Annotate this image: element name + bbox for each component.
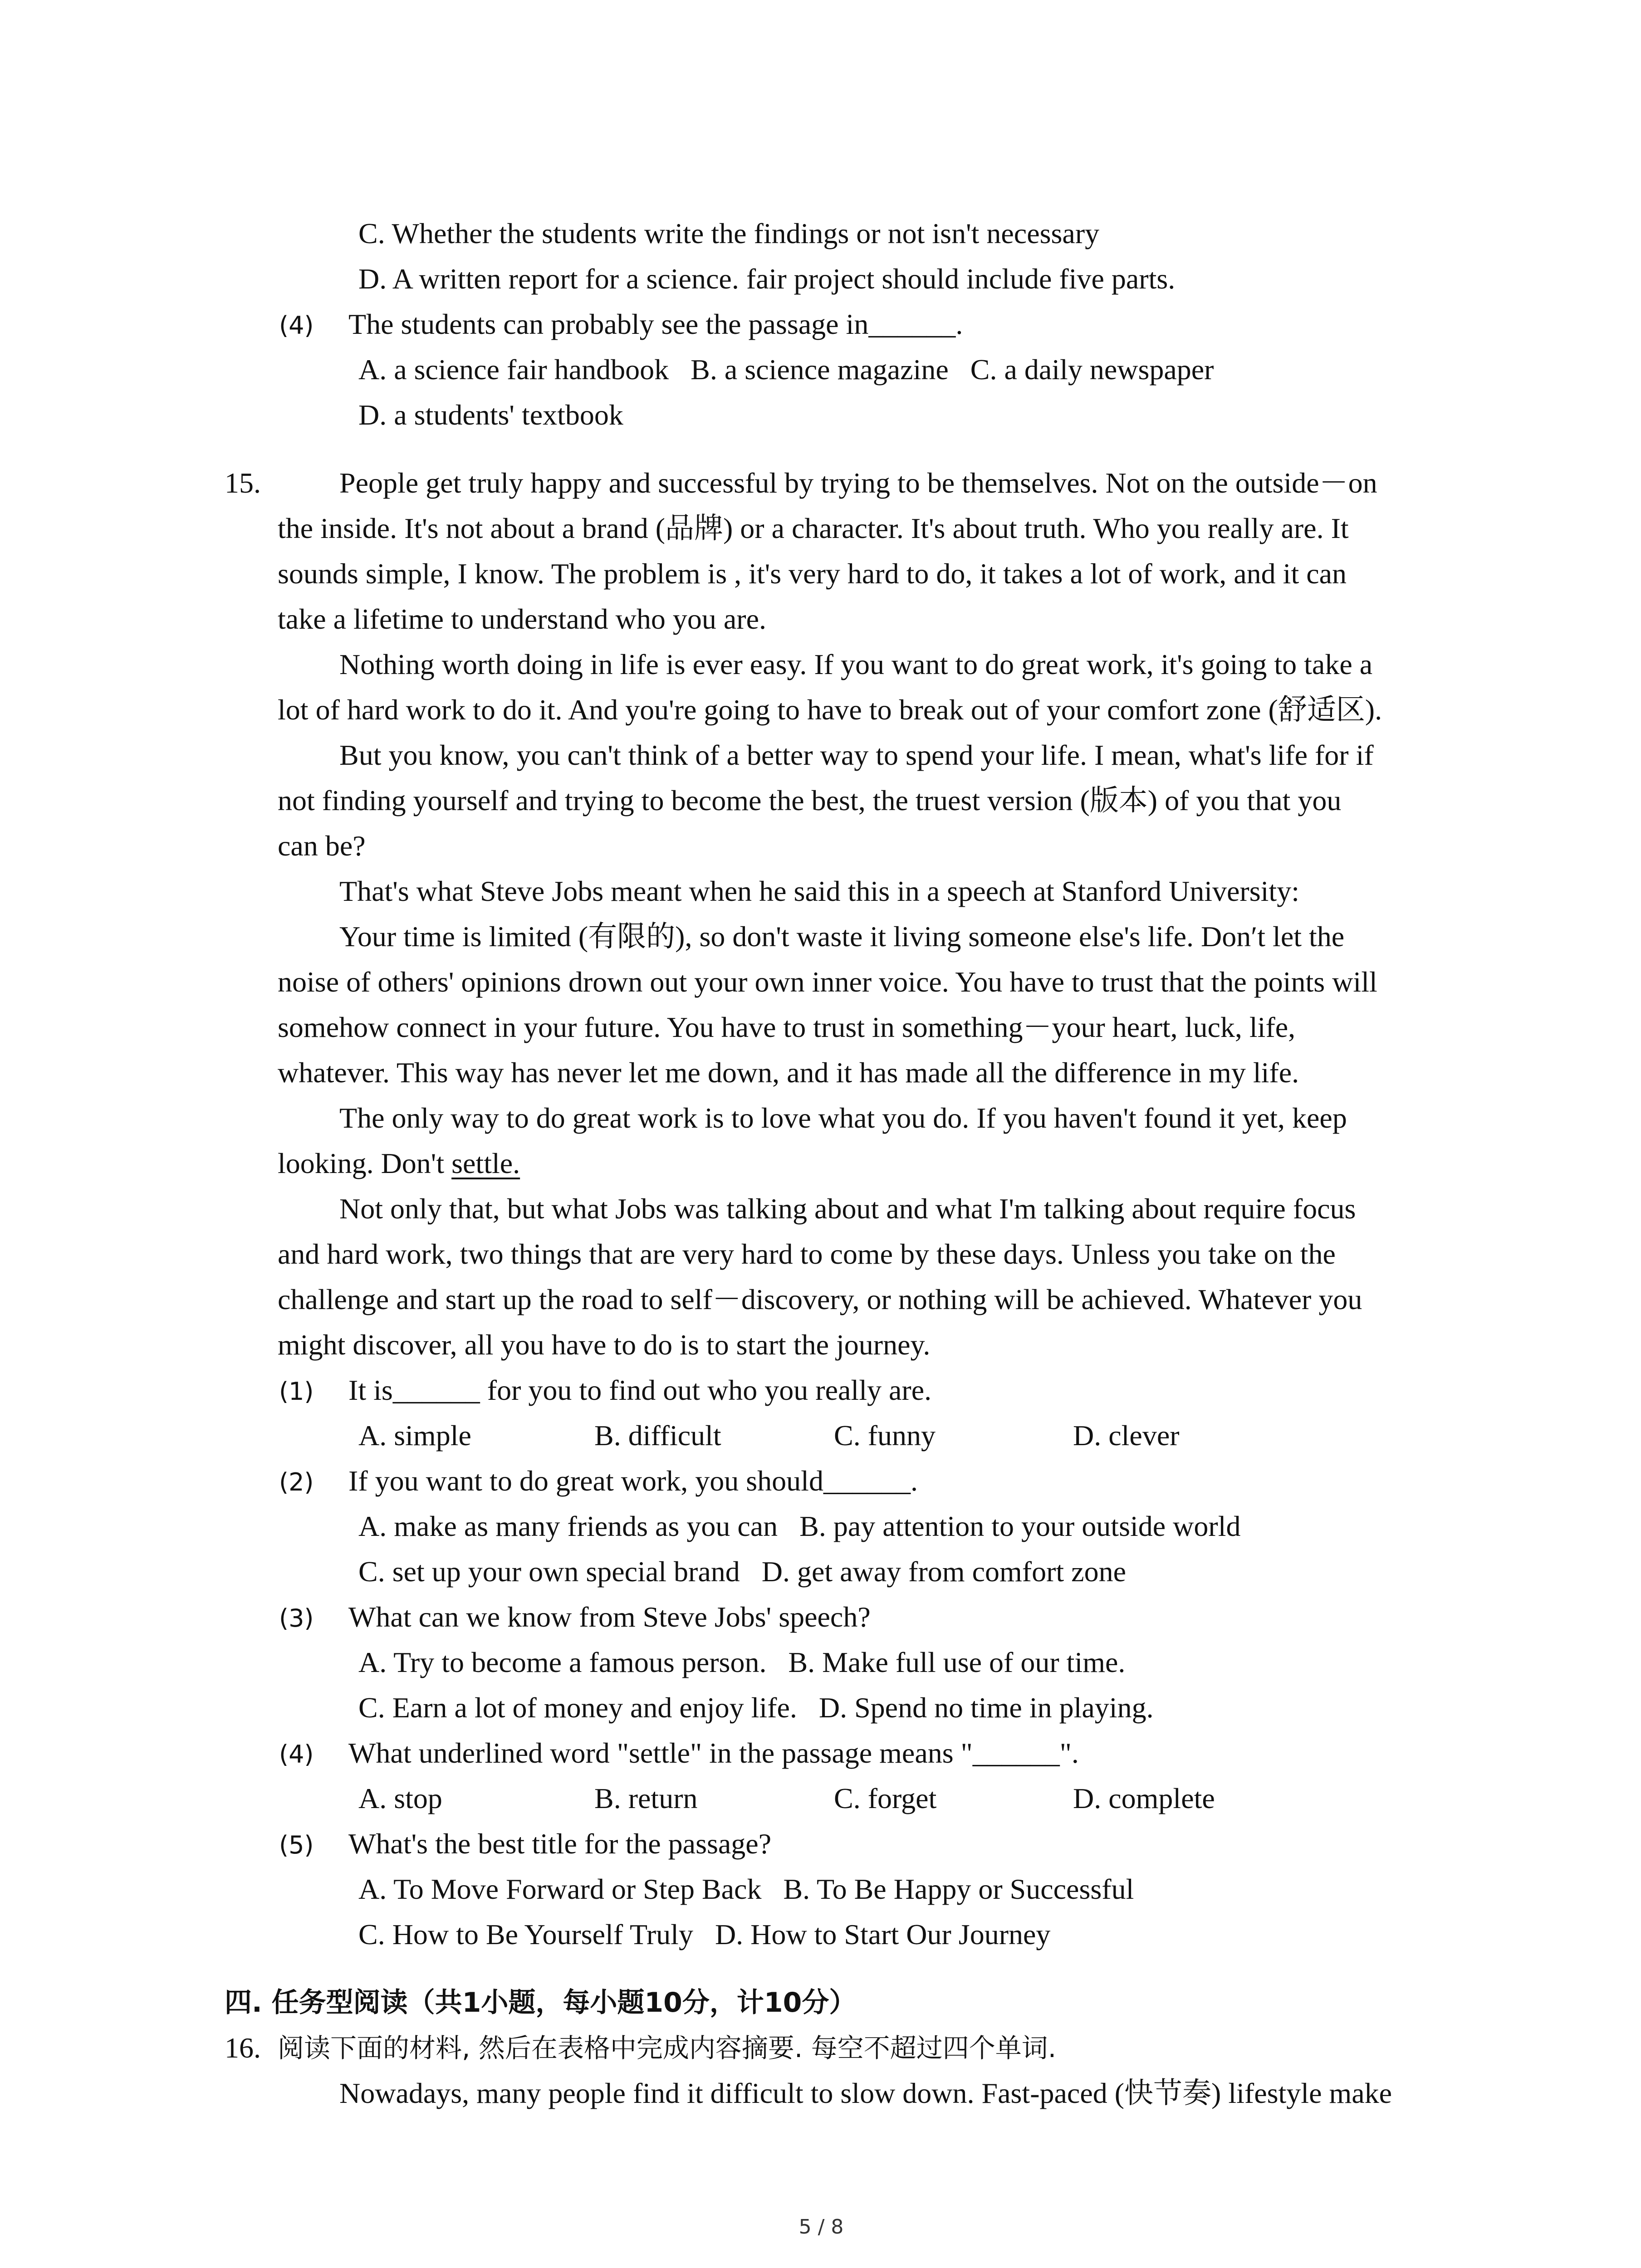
q15-2-number: (2) [279, 1468, 314, 1496]
q15-passage-line: That's what Steve Jobs meant when he said this in a speech at Stanford University: [339, 875, 1299, 907]
q15-passage-line: whatever. This way has never let me down, and it has made all the difference in my life. [278, 1056, 1299, 1089]
q16-number: 16. [225, 2032, 261, 2064]
q15-passage-line: take a lifetime to understand who you are. [278, 603, 766, 635]
q15-1-option-b: B. difficult [594, 1419, 721, 1452]
q15-passage-line [278, 1145, 520, 1182]
q15-2-stem: If you want to do great work, you should______. [348, 1465, 918, 1497]
q15-1-option-c: C. funny [834, 1419, 936, 1452]
q15-3-number: (3) [279, 1604, 314, 1633]
q15-passage-line: Your time is limited (有限的), so don't waste it living someone else's life. Don′t let the [339, 920, 1345, 953]
q14-4-stem: The students can probably see the passage in______. [348, 308, 963, 340]
q15-3-options-line2: C. Earn a lot of money and enjoy life. D. Spend no time in playing. [358, 1691, 1154, 1724]
q15-1-option-a: A. simple [358, 1419, 471, 1452]
q15-passage-line: and hard work, two things that are very hard to come by these days. Unless you take on the [278, 1238, 1336, 1270]
q15-4-option-d: D. complete [1073, 1782, 1215, 1814]
q15-5-options-line1: A. To Move Forward or Step Back B. To Be Happy or Successful [358, 1873, 1134, 1905]
q15-passage-line: the inside. It's not about a brand (品牌) or a character. It's about truth. Who you really are. It [278, 512, 1349, 544]
q15-passage-line: might discover, all you have to do is to start the journey. [278, 1329, 931, 1361]
q15-4-option-a: A. stop [358, 1782, 442, 1814]
q15-number: 15. [225, 467, 261, 499]
section-heading: 四. 任务型阅读（共1小题，每小题10分，计10分） [225, 1987, 857, 2019]
q15-passage-line: The only way to do great work is to love what you do. If you haven't found it yet, keep [339, 1102, 1347, 1134]
q15-passage-line: somehow connect in your future. You have to trust in something－your heart, luck, life, [278, 1011, 1296, 1043]
q15-4-number: (4) [279, 1740, 314, 1769]
q15-5-options-line2: C. How to Be Yourself Truly D. How to Start Our Journey [358, 1918, 1051, 1950]
q15-passage-text: looking. Don't [278, 1147, 452, 1179]
q15-3-stem: What can we know from Steve Jobs' speech? [348, 1601, 871, 1633]
q16-passage-line: Nowadays, many people find it difficult to slow down. Fast-paced (快节奏) lifestyle make [339, 2077, 1392, 2109]
underlined-word-settle: settle. [451, 1147, 520, 1179]
q15-5-number: (5) [279, 1831, 314, 1859]
q15-passage-line: Nothing worth doing in life is ever easy. If you want to do great work, it's going to take a [339, 648, 1373, 680]
q15-passage-line: can be? [278, 830, 366, 862]
q14-4-options-line2: D. a students' textbook [358, 399, 623, 431]
q15-4-option-c: C. forget [834, 1782, 937, 1814]
q15-passage-line: People get truly happy and successful by trying to be themselves. Not on the outside－on [339, 467, 1377, 499]
q16-instruction: 阅读下面的材料, 然后在表格中完成内容摘要. 每空不超过四个单词. [278, 2033, 1057, 2063]
q15-2-options-line1: A. make as many friends as you can B. pay attention to your outside world [358, 1510, 1241, 1542]
q15-3-options-line1: A. Try to become a famous person. B. Make full use of our time. [358, 1646, 1126, 1678]
q15-4-stem: What underlined word "settle" in the passage means "______". [348, 1737, 1079, 1769]
q14-option-c: C. Whether the students write the findings or not isn't necessary [358, 217, 1100, 249]
q15-passage-line: noise of others' opinions drown out your own inner voice. You have to trust that the points will [278, 966, 1377, 998]
q15-1-option-d: D. clever [1073, 1419, 1180, 1452]
q15-2-options-line2: C. set up your own special brand D. get away from comfort zone [358, 1555, 1126, 1588]
q15-passage-line: challenge and start up the road to self－discovery, or nothing will be achieved. Whatever you [278, 1283, 1362, 1315]
q15-passage-line: Not only that, but what Jobs was talking about and what I'm talking about require focus [339, 1193, 1356, 1225]
q15-passage-line: But you know, you can't think of a better way to spend your life. I mean, what's life for if [339, 739, 1374, 771]
page-number: 5 / 8 [798, 2215, 844, 2239]
q14-option-d: D. A written report for a science. fair project should include five parts. [358, 263, 1176, 295]
q15-passage-line: sounds simple, I know. The problem is , it's very hard to do, it takes a lot of work, and it can [278, 557, 1347, 590]
q15-passage-line: lot of hard work to do it. And you're going to have to break out of your comfort zone (舒适区). [278, 694, 1382, 726]
q15-1-stem: It is______ for you to find out who you really are. [348, 1374, 932, 1406]
q14-4-options-line1: A. a science fair handbook B. a science magazine C. a daily newspaper [358, 353, 1214, 386]
q15-passage-line: not finding yourself and trying to become the best, the truest version (版本) of you that you [278, 784, 1342, 816]
q15-5-stem: What's the best title for the passage? [348, 1828, 772, 1860]
q15-4-option-b: B. return [594, 1782, 698, 1814]
q14-4-number: (4) [279, 311, 314, 340]
q15-1-number: (1) [279, 1377, 314, 1406]
